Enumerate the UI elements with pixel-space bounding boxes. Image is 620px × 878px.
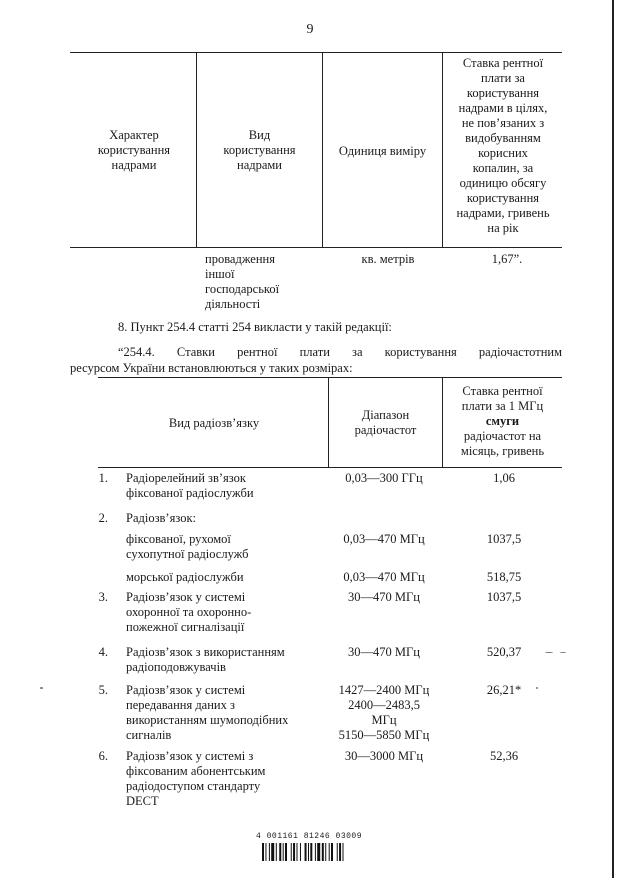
barcode-bar [339, 843, 341, 861]
row-number: 1. [98, 471, 108, 485]
table-header-border-bottom [98, 467, 562, 468]
header-usage-type: Вид користування надрами [223, 128, 296, 172]
barcode-bar [325, 843, 326, 861]
barcode-bar [329, 843, 330, 861]
row-number: 4. [98, 645, 108, 659]
row-frequency-range: 30—3000 МГц [344, 749, 424, 763]
barcode-bar [276, 843, 277, 861]
row-rate: 1037,5 [486, 532, 522, 546]
barcode-bar [317, 843, 320, 861]
table-border-top [70, 52, 562, 53]
row-radio-type: морської радіослужби [126, 570, 244, 584]
row-rate: 1037,5 [486, 590, 522, 604]
row-number: 6. [98, 749, 108, 763]
row-number: 2. [98, 511, 108, 525]
page-number: 9 [306, 22, 314, 37]
header-rent-rate: Ставка рентної плати за користування надрами в цілях, не пов’язаних з видобуванням корисних копалин, за одиницю обсягу користування надрами, гривень на рік [456, 56, 550, 235]
row-radio-type: Радіозв’язок з використанням радіоподовжувачів [126, 645, 285, 674]
paragraph-254-line-2: ресурсом України встановлюються у таких розмірах: [70, 361, 353, 375]
row-radio-type: Радіозв’язок у системі передавання даних з використанням шумоподібних сигналів [126, 683, 289, 742]
barcode-bar [315, 843, 316, 861]
header-rate-part-3: радіочастот на місяць, гривень [460, 429, 545, 458]
row-frequency-range: 30—470 МГц [348, 590, 420, 604]
header-unit: Одиниця виміру [338, 144, 427, 158]
header-rate-part-2: смуги [485, 414, 520, 428]
header-radio-type: Вид радіозв’язку [168, 416, 260, 430]
header-rate-part-1: Ставка рентної плати за 1 МГц [461, 384, 544, 413]
row-rate: 52,36 [489, 749, 519, 763]
row-rate: 1,06 [493, 471, 515, 485]
barcode-bar [308, 843, 309, 861]
barcode-bar [305, 843, 307, 861]
barcode-bar [310, 843, 312, 861]
row-unit: кв. метрів [361, 252, 415, 266]
row-rate: 520,37 [486, 645, 522, 659]
header-usage-character: Характер користування надрами [97, 128, 171, 172]
barcode-bar [337, 843, 338, 861]
row-radio-type: фіксованої, рухомої сухопутної радіослужб [126, 532, 249, 561]
row-usage-type: провадження іншої господарської діяльності [205, 252, 280, 311]
row-frequency-range: 0,03—470 МГц [343, 570, 425, 584]
barcode-bar [285, 843, 287, 861]
barcode-number: 4 001161 81246 03009 [256, 832, 363, 841]
row-frequency-range: 30—470 МГц [348, 645, 420, 659]
barcode-bar [262, 843, 264, 861]
barcode-bar [271, 843, 274, 861]
header-frequency-range: Діапазон радіочастот [354, 408, 417, 437]
row-number: 5. [98, 683, 108, 697]
barcode-icon [262, 843, 372, 861]
row-radio-type: Радіозв’язок у системі з фіксованим абонентським радіодоступом стандарту DECT [126, 749, 266, 808]
barcode-bar [343, 843, 344, 861]
scan-speck [40, 687, 43, 689]
barcode-bar [283, 843, 284, 861]
paragraph-254-line-1: “254.4. Ставки рентної плати за користування радіочастотним [118, 345, 562, 359]
barcode-bar [300, 843, 301, 861]
row-number: 3. [98, 590, 108, 604]
barcode-bar [331, 843, 333, 861]
paragraph-item-8: 8. Пункт 254.4 статті 254 викласти у такій редакції: [118, 320, 392, 334]
row-frequency-range: 1427—2400 МГц 2400—2483,5 МГц 5150—5850 МГц [338, 683, 430, 742]
scan-speck [560, 652, 566, 653]
barcode-bar [265, 843, 266, 861]
barcode-bar [297, 843, 298, 861]
row-rate: 1,67”. [491, 252, 523, 266]
row-frequency-range: 0,03—470 МГц [343, 532, 425, 546]
scan-speck [536, 687, 538, 689]
barcode-bar [269, 843, 270, 861]
row-frequency-range: 0,03—300 ГГц [345, 471, 423, 485]
row-radio-type: Радіозв’язок у системі охоронної та охоронно- пожежної сигналізації [126, 590, 252, 634]
row-rate: 518,75 [486, 570, 522, 584]
barcode-bar [322, 843, 324, 861]
header-rate [443, 384, 562, 459]
barcode-bar [279, 843, 281, 861]
table-header-border-bottom [70, 247, 562, 248]
barcode-bar [293, 843, 295, 861]
scan-speck [545, 652, 553, 653]
row-radio-type: Радіозв’язок: [126, 511, 196, 525]
table-border-top [98, 377, 562, 378]
barcode-bar [291, 843, 292, 861]
row-rate: 26,21* [486, 683, 522, 697]
row-radio-type: Радіорелейний зв’язок фіксованої радіослужби [126, 471, 254, 500]
page-edge-line [612, 0, 614, 878]
